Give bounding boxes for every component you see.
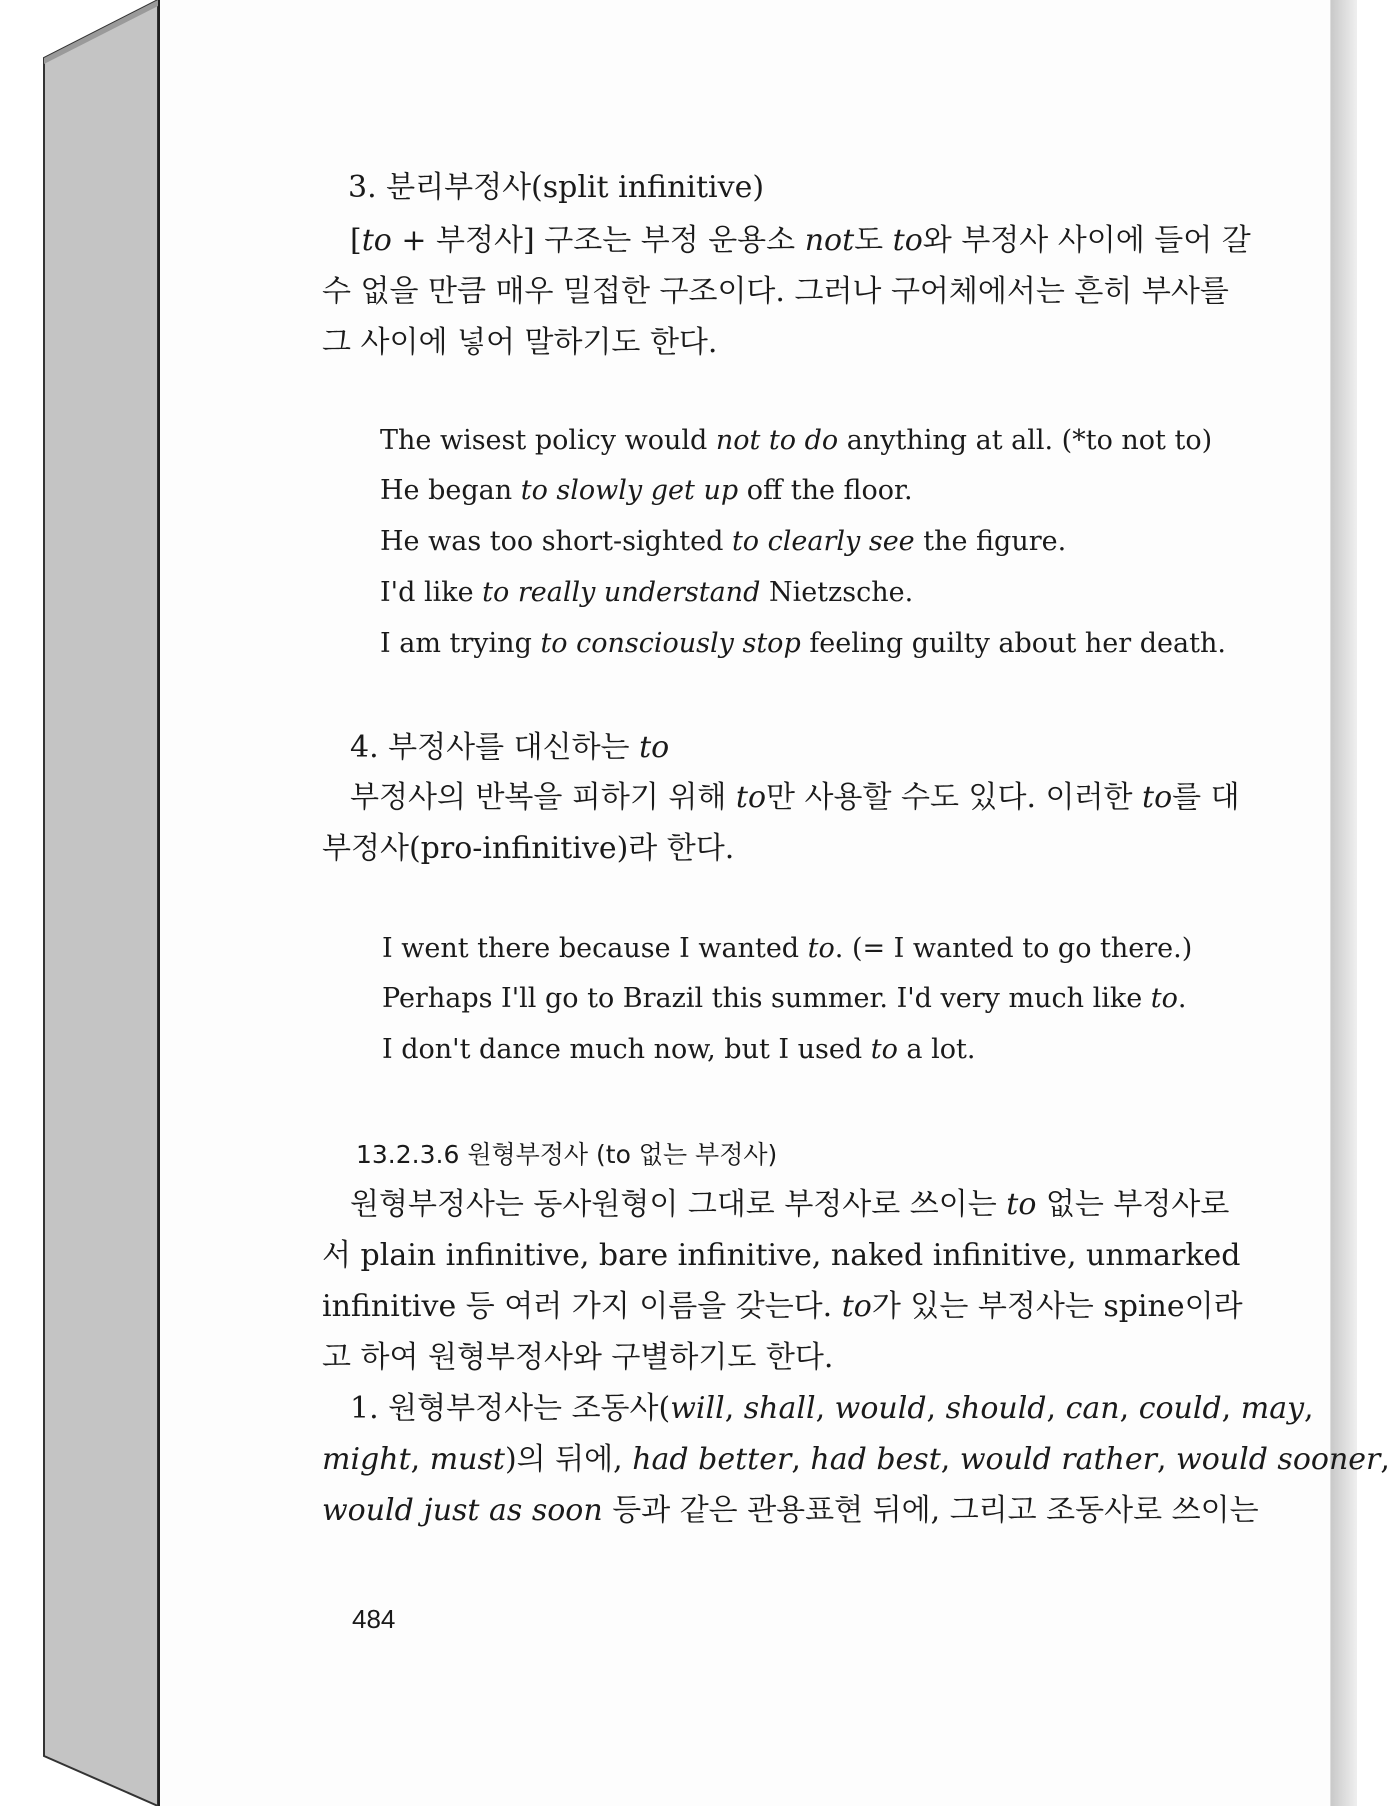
italic-text-run: to really understand [482,577,761,608]
text-run: a lot. [897,1034,976,1065]
example-sentence [380,423,1212,459]
italic-text-run: to [841,1289,872,1324]
text-run: He began [380,475,521,506]
italic-text-run: can [1065,1391,1120,1426]
text-run: , [1380,1442,1390,1477]
text-run: 부정사의 반복을 피하기 위해 [350,780,736,815]
text-run: He was too short-sighted [380,526,732,557]
text-run: 서 plain infinitive, bare infinitive, naked infinitive, unmarked [322,1238,1241,1273]
text-run: 수 없을 만큼 매우 밀접한 구조이다. 그러나 구어체에서는 흔히 부사를 [322,274,1229,309]
text-run: I'd like [380,577,483,608]
para-line [322,1442,1390,1478]
italic-text-run: to clearly see [731,526,915,557]
example-sentence [380,524,1066,560]
text-run: , [1304,1391,1314,1426]
text-run: 만 사용할 수도 있다. 이러한 [766,780,1143,815]
italic-text-run: would just as soon [322,1493,603,1528]
text-run: Nietzsche. [760,577,914,608]
text-run: off the floor. [738,475,913,506]
italic-text-run: would [834,1391,927,1426]
example-sentence [380,575,913,611]
para-line [322,274,1229,310]
para-line [350,780,1240,816]
italic-text-run: will [670,1391,725,1426]
italic-text-run: to [1142,780,1173,815]
text-run: anything at all. (*to not to) [838,425,1213,456]
italic-text-run: had best [810,1442,941,1477]
para-line [350,1187,1230,1223]
example-sentence [380,473,913,509]
italic-text-run: would sooner [1176,1442,1381,1477]
text-run: , [410,1442,430,1477]
text-run: I don't dance much now, but I used [382,1034,871,1065]
italic-text-run: not [804,223,855,258]
section-heading-split-infinitive: 3. 분리부정사(split infinitive) [348,170,765,205]
italic-text-run: would rather [959,1442,1157,1477]
text-run: , [1046,1391,1066,1426]
text-run: . (= I wanted to go there.) [834,933,1193,964]
page-number: 484 [352,1604,396,1634]
example-sentence [382,931,1192,967]
italic-text-run: to [1150,983,1178,1014]
italic-text-run: to consciously stop [540,628,801,659]
text-run: The wisest policy would [380,425,716,456]
italic-text-run: may [1240,1391,1305,1426]
text-run: 4. 부정사를 대신하는 [350,730,640,765]
text-run: 그 사이에 넣어 말하기도 한다. [322,325,718,360]
para-line [322,325,717,361]
italic-text-run: not to do [715,425,839,456]
italic-text-run: shall [743,1391,816,1426]
text-run: 를 대 [1172,780,1240,815]
para-line [322,1493,1259,1529]
italic-text-run: could [1138,1391,1222,1426]
para-line [350,223,1251,259]
example-sentence [382,981,1186,1017]
text-run: [ [350,223,362,258]
text-run: 등과 같은 관용표현 뒤에, 그리고 조동사로 쓰이는 [602,1493,1259,1528]
text-run: , [1119,1391,1139,1426]
text-run: 원형부정사는 동사원형이 그대로 부정사로 쓰이는 [350,1187,1007,1222]
text-run: 와 부정사 사이에 들어 갈 [922,223,1251,258]
italic-text-run: to [807,933,835,964]
text-run: the figure. [914,526,1067,557]
text-run: . [1177,983,1187,1014]
italic-text-run: might [322,1442,411,1477]
example-sentence [380,626,1226,662]
section-heading-bare-infinitive: 13.2.3.6 원형부정사 (to 없는 부정사) [356,1140,778,1169]
italic-text-run: must [429,1442,505,1477]
page-edge-shadow [1331,0,1357,1806]
text-run: , [1221,1391,1241,1426]
para-line [350,1391,1314,1427]
italic-text-run: to [870,1034,898,1065]
text-run: feeling guilty about her death. [800,628,1226,659]
text-run: 1. 원형부정사는 조동사( [350,1391,671,1426]
text-run: 도 [854,223,893,258]
section-heading-pro-infinitive [350,730,669,766]
text-run: I went there because I wanted [382,933,808,964]
para-line [322,1289,1243,1325]
text-run: 고 하여 원형부정사와 구별하기도 한다. [322,1340,834,1375]
para-line [322,1340,833,1376]
text-run: 부정사(pro-infinitive)라 한다. [322,831,735,866]
text-run: , [1156,1442,1177,1477]
text-run: + 부정사] 구조는 부정 운용소 [391,223,805,258]
italic-text-run: should [945,1391,1047,1426]
text-run: , [940,1442,960,1477]
text-run: , [815,1391,835,1426]
italic-text-run: to slowly get up [520,475,739,506]
text-run: 없는 부정사로 [1036,1187,1230,1222]
italic-text-run: to [1006,1187,1037,1222]
italic-text-run: to [361,223,392,258]
italic-text-run: had better [632,1442,792,1477]
italic-text-run: to [735,780,767,815]
para-line [322,1238,1241,1274]
text-run: , [724,1391,744,1426]
text-run: )의 뒤에, [504,1442,633,1477]
text-run: , [926,1391,946,1426]
text-run: infinitive 등 여러 가지 이름을 갖는다. [322,1289,842,1324]
para-line [322,831,734,867]
text-run: I am trying [380,628,541,659]
book-page [158,0,1331,1806]
example-sentence [382,1032,975,1068]
text-run: Perhaps I'll go to Brazil this summer. I'd very much like [382,983,1151,1014]
text-run: , [791,1442,811,1477]
italic-text-run: to [639,730,670,765]
italic-text-run: to [892,223,923,258]
text-run: 가 있는 부정사는 spine이라 [871,1289,1243,1324]
